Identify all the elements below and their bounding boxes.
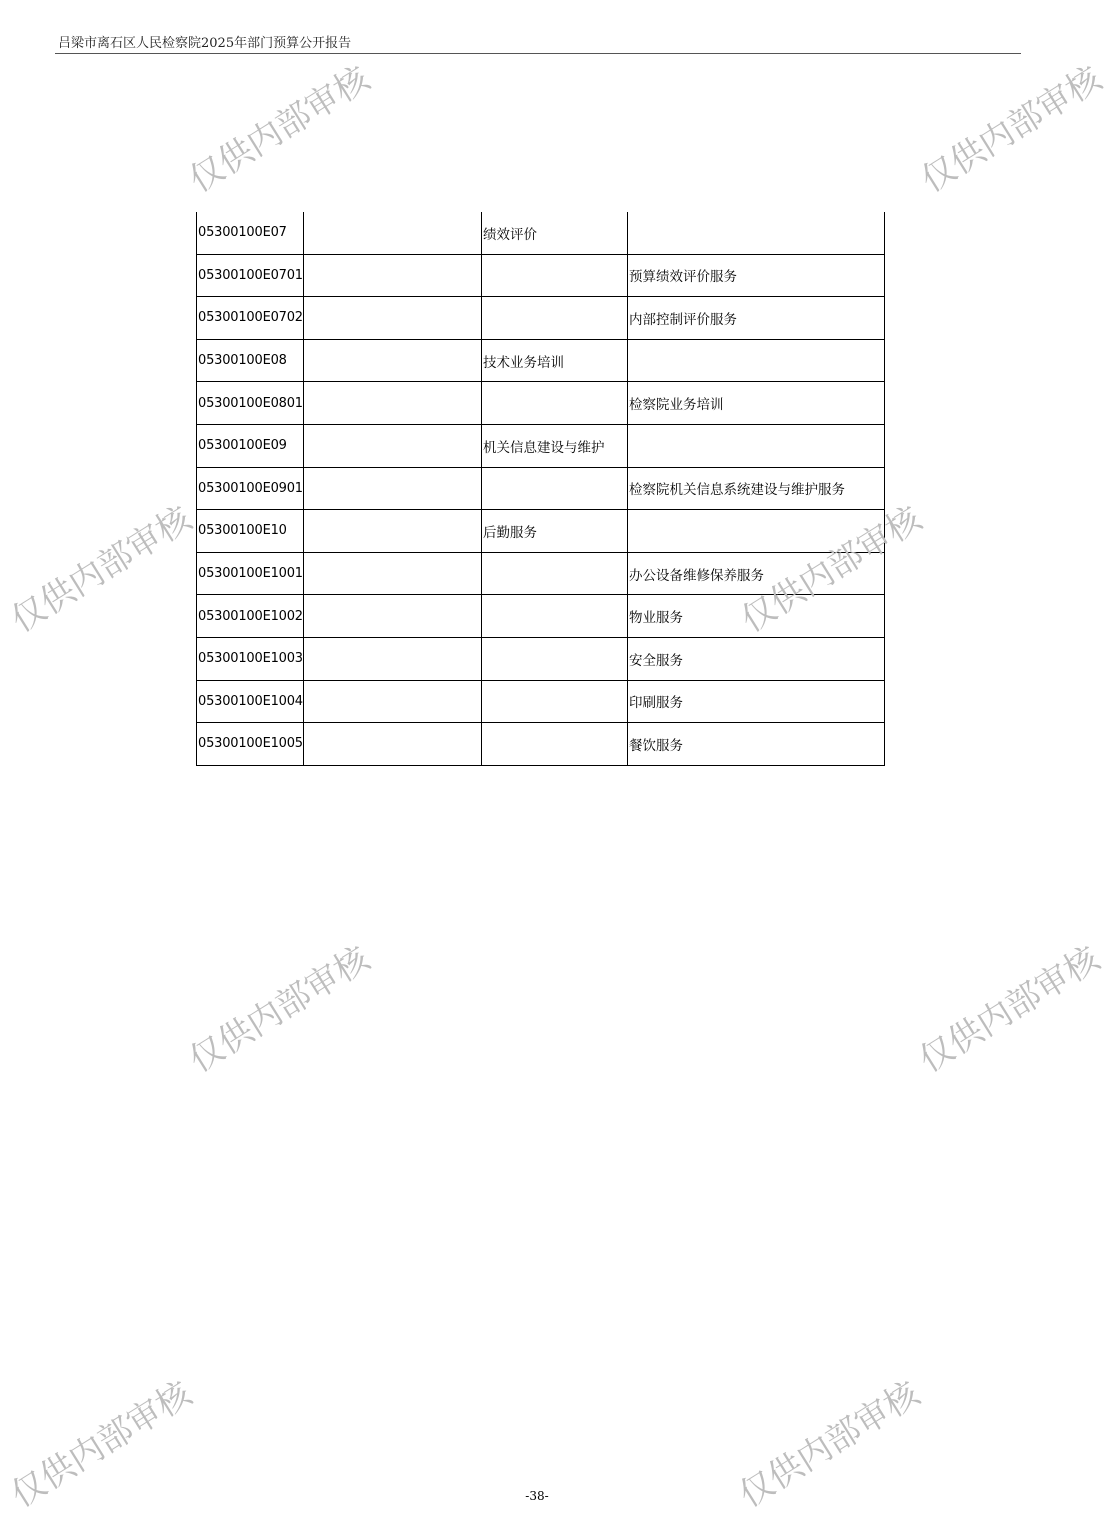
watermark: 仅供内部审核 xyxy=(4,498,199,641)
item-code-cell: 05300100E09 xyxy=(197,424,304,467)
item-code-cell: 05300100E1003 xyxy=(197,637,304,680)
item-name-cell: 绩效评价 xyxy=(482,212,628,254)
subitem-name-cell xyxy=(628,510,885,553)
item-code-cell: 05300100E0701 xyxy=(197,254,304,297)
subitem-name-cell: 检察院业务培训 xyxy=(628,382,885,425)
item-code-cell: 05300100E08 xyxy=(197,339,304,382)
document-header-title: 吕梁市离石区人民检察院2025年部门预算公开报告 xyxy=(58,36,352,51)
subitem-name-cell: 预算绩效评价服务 xyxy=(628,254,885,297)
category-cell xyxy=(304,680,482,723)
item-code-cell: 05300100E1001 xyxy=(197,552,304,595)
table-row xyxy=(197,424,885,467)
table-row xyxy=(197,382,885,425)
subitem-name-cell: 内部控制评价服务 xyxy=(628,297,885,340)
item-code-cell: 05300100E0801 xyxy=(197,382,304,425)
watermark: 仅供内部审核 xyxy=(914,58,1109,201)
watermark: 仅供内部审核 xyxy=(732,1373,927,1516)
item-name-cell xyxy=(482,297,628,340)
table-row xyxy=(197,723,885,766)
subitem-name-cell: 印刷服务 xyxy=(628,680,885,723)
table-row xyxy=(197,680,885,723)
category-cell xyxy=(304,254,482,297)
item-code-cell: 05300100E1002 xyxy=(197,595,304,638)
table-row xyxy=(197,254,885,297)
subitem-name-cell xyxy=(628,339,885,382)
category-cell xyxy=(304,723,482,766)
item-code-cell: 05300100E0702 xyxy=(197,297,304,340)
watermark: 仅供内部审核 xyxy=(182,58,377,201)
item-name-cell xyxy=(482,637,628,680)
table-row xyxy=(197,552,885,595)
item-name-cell xyxy=(482,552,628,595)
item-name-cell: 机关信息建设与维护 xyxy=(482,424,628,467)
table-row xyxy=(197,595,885,638)
subitem-name-cell: 餐饮服务 xyxy=(628,723,885,766)
category-cell xyxy=(304,595,482,638)
subitem-name-cell xyxy=(628,424,885,467)
category-cell xyxy=(304,424,482,467)
item-code-cell: 05300100E0901 xyxy=(197,467,304,510)
table-row xyxy=(197,339,885,382)
item-name-cell xyxy=(482,467,628,510)
header-divider xyxy=(55,53,1021,54)
page-number: -38- xyxy=(525,1489,549,1503)
category-cell xyxy=(304,510,482,553)
item-code-cell: 05300100E1004 xyxy=(197,680,304,723)
subitem-name-cell: 物业服务 xyxy=(628,595,885,638)
item-name-cell xyxy=(482,254,628,297)
item-name-cell: 技术业务培训 xyxy=(482,339,628,382)
item-code-cell: 05300100E10 xyxy=(197,510,304,553)
subitem-name-cell: 办公设备维修保养服务 xyxy=(628,552,885,595)
item-name-cell xyxy=(482,595,628,638)
subitem-name-cell xyxy=(628,212,885,254)
category-cell xyxy=(304,339,482,382)
item-code-cell: 05300100E07 xyxy=(197,212,304,254)
item-name-cell: 后勤服务 xyxy=(482,510,628,553)
category-cell xyxy=(304,552,482,595)
watermark: 仅供内部审核 xyxy=(4,1373,199,1516)
table-row xyxy=(197,637,885,680)
item-name-cell xyxy=(482,382,628,425)
watermark: 仅供内部审核 xyxy=(734,498,929,641)
item-code-cell: 05300100E1005 xyxy=(197,723,304,766)
table-row xyxy=(197,212,885,254)
category-cell xyxy=(304,212,482,254)
budget-classification-table xyxy=(196,212,885,766)
category-cell xyxy=(304,637,482,680)
table-row xyxy=(197,467,885,510)
table-row xyxy=(197,510,885,553)
category-cell xyxy=(304,297,482,340)
watermark: 仅供内部审核 xyxy=(182,938,377,1081)
subitem-name-cell: 安全服务 xyxy=(628,637,885,680)
category-cell xyxy=(304,382,482,425)
subitem-name-cell: 检察院机关信息系统建设与维护服务 xyxy=(628,467,885,510)
category-cell xyxy=(304,467,482,510)
watermark: 仅供内部审核 xyxy=(912,938,1107,1081)
item-name-cell xyxy=(482,680,628,723)
table-row xyxy=(197,297,885,340)
item-name-cell xyxy=(482,723,628,766)
